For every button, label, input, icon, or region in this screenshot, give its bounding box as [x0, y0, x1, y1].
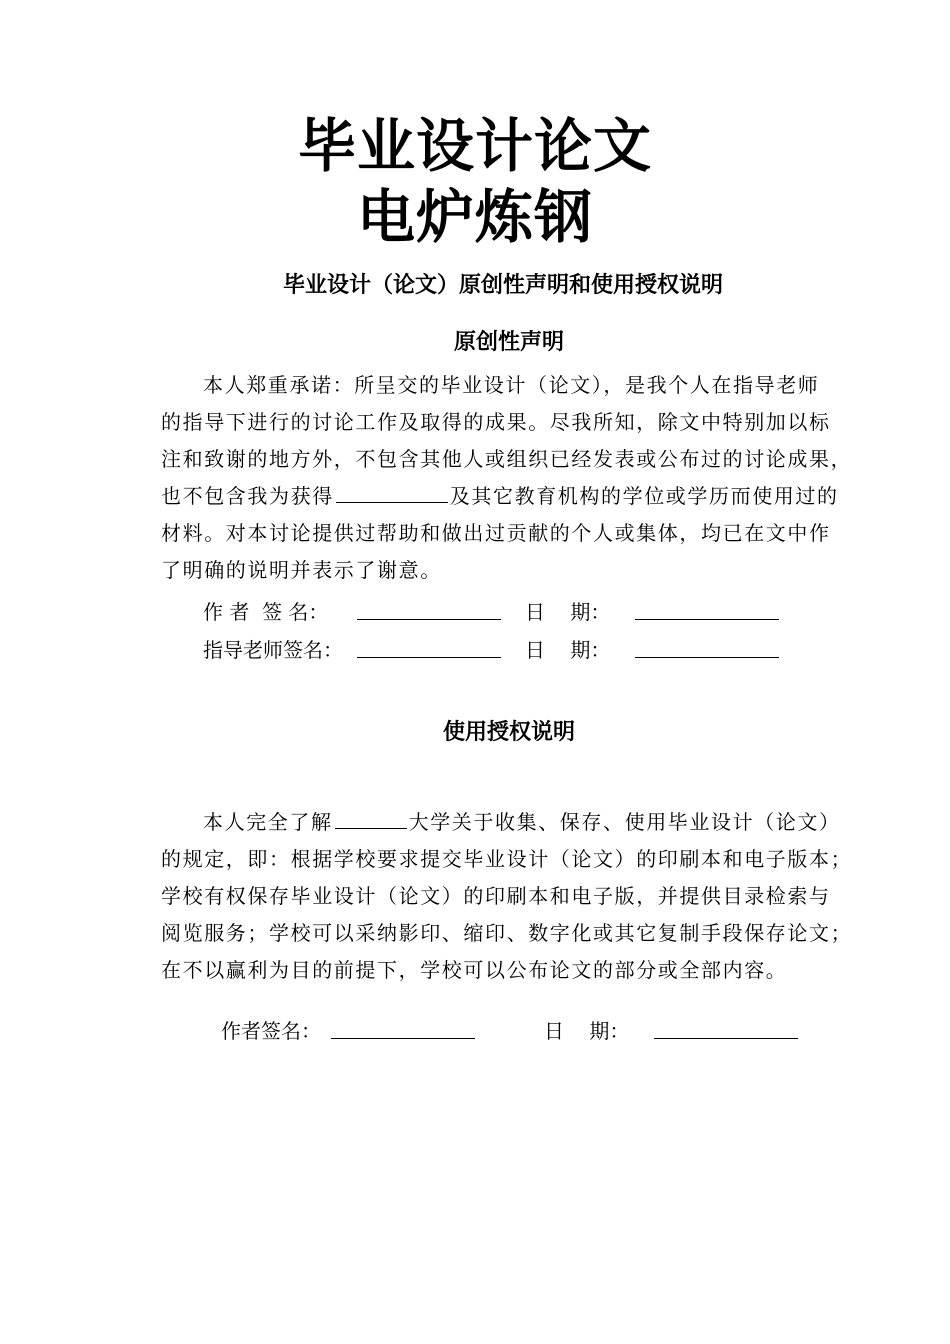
author-date-field[interactable] [635, 619, 779, 620]
text-line: 了明确的说明并表示了谢意。 [161, 558, 442, 582]
text-line: 注和致谢的地方外，不包含其他人或组织已经发表或公布过的讨论成果， [161, 447, 853, 471]
university-blank[interactable] [335, 806, 407, 829]
text-line: 材料。对本讨论提供过帮助和做出过贡献的个人或集体，均已在文中作 [161, 521, 831, 545]
text-fragment: 大学关于收集、保存、使用毕业设计（论文） [408, 810, 841, 834]
institution-blank[interactable] [336, 480, 448, 503]
text-line: 学校有权保存毕业设计（论文）的印刷本和电子版，并提供目录检索与 [161, 884, 831, 908]
advisor-signature-field[interactable] [357, 657, 501, 658]
text-line: 阅览服务；学校可以采纳影印、缩印、数字化或其它复制手段保存论文； [161, 921, 853, 945]
text-fragment: 及其它教育机构的学位或学历而使用过的 [449, 484, 839, 508]
author-signature-label: 作 者 签 名： [203, 600, 329, 624]
document-subtitle: 电炉炼钢 [356, 183, 593, 251]
text-line [161, 804, 873, 841]
advisor-date-label: 日 期： [525, 638, 611, 662]
declaration-heading: 毕业设计（论文）原创性声明和使用授权说明 [282, 273, 723, 298]
text-line: 本人郑重承诺：所呈交的毕业设计（论文），是我个人在指导老师 [203, 373, 820, 397]
final-author-signature-field[interactable] [331, 1038, 475, 1039]
final-author-signature-label: 作者签名： [221, 1019, 321, 1043]
final-date-field[interactable] [654, 1038, 798, 1039]
text-line: 的规定，即：根据学校要求提交毕业设计（论文）的印刷本和电子版本； [161, 847, 853, 871]
author-date-label: 日 期： [525, 600, 611, 624]
text-line: 的指导下进行的讨论工作及取得的成果。尽我所知，除文中特别加以标 [161, 410, 831, 434]
document-title: 毕业设计论文 [297, 112, 652, 180]
text-line: 在不以赢利为目的前提下，学校可以公布论文的部分或全部内容。 [161, 958, 788, 982]
text-line [161, 478, 873, 515]
author-signature-field[interactable] [357, 619, 501, 620]
advisor-signature-label: 指导老师签名： [203, 638, 343, 662]
originality-heading: 原创性声明 [453, 330, 564, 355]
text-fragment: 本人完全了解 [203, 810, 333, 834]
text-fragment: 也不包含我为获得 [161, 484, 334, 508]
advisor-date-field[interactable] [635, 657, 779, 658]
originality-paragraph [161, 367, 873, 589]
authorization-paragraph [161, 804, 873, 989]
authorization-heading: 使用授权说明 [442, 720, 575, 745]
final-date-label: 日 期： [544, 1019, 630, 1043]
